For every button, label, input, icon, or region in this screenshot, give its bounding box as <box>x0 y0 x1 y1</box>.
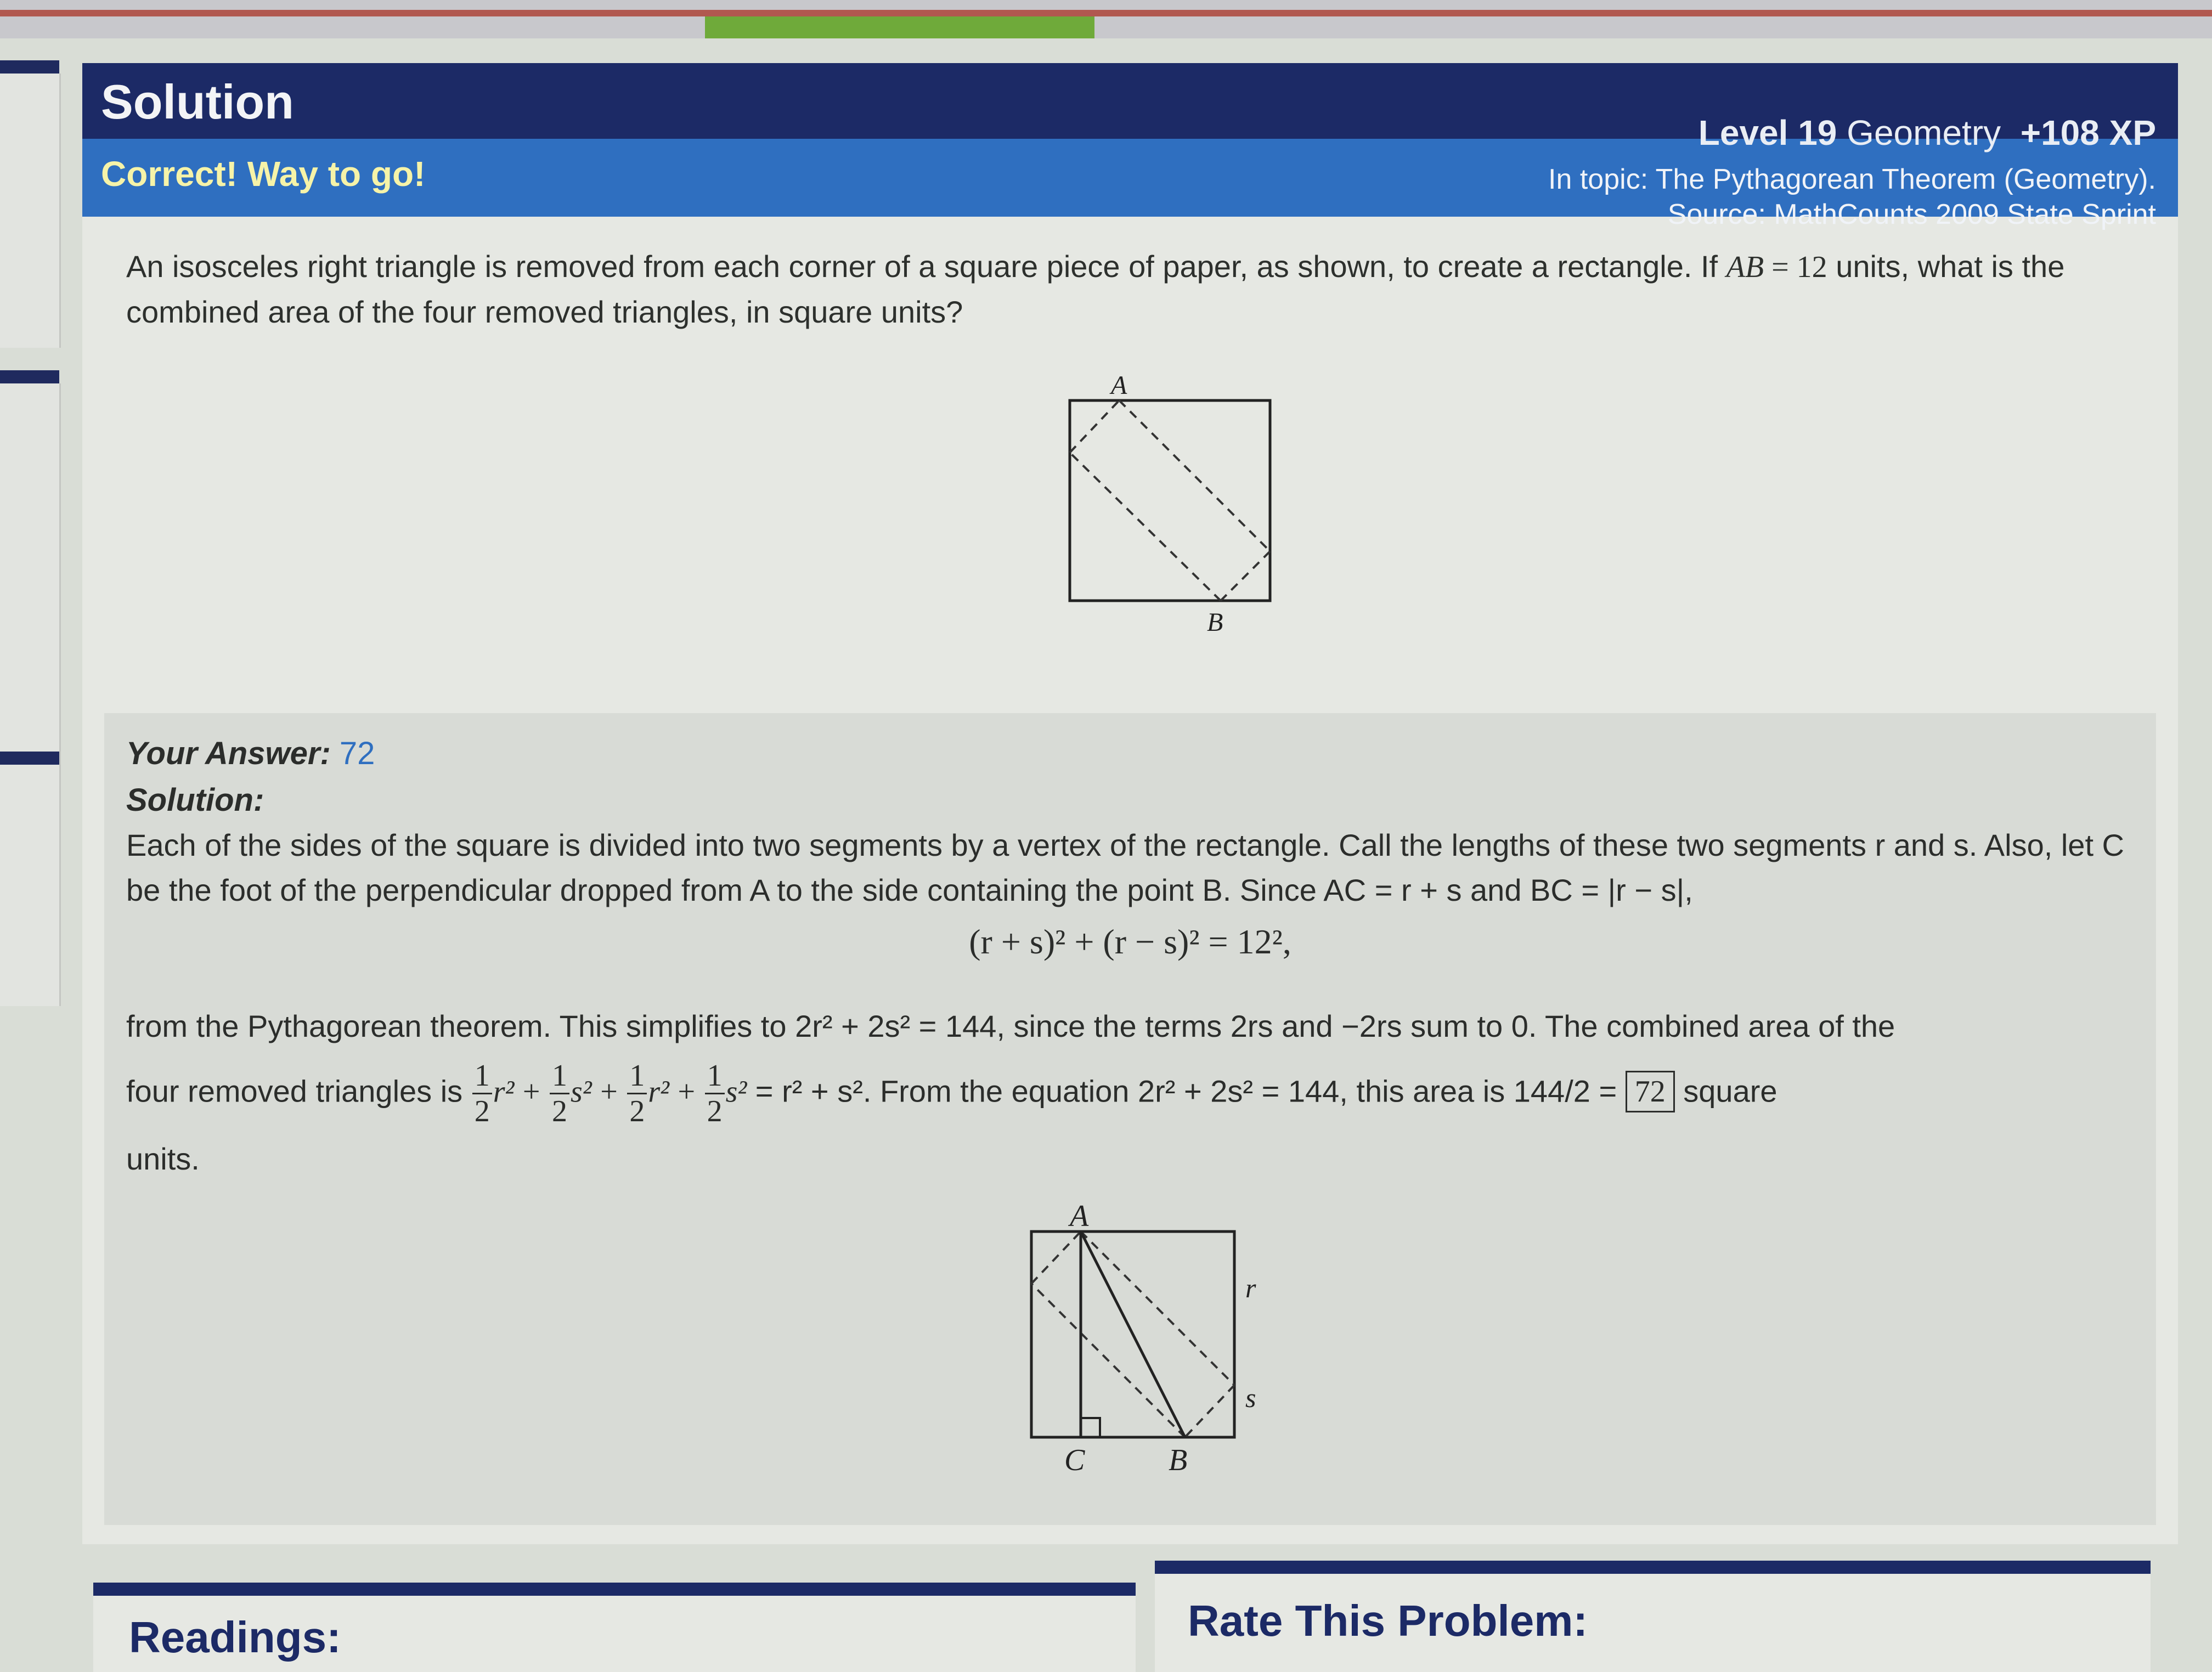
page-title: Solution <box>101 75 294 129</box>
sidebar-bar <box>0 60 59 74</box>
sidebar-bar <box>0 370 59 383</box>
label-r: r <box>1245 1273 1256 1303</box>
solution-heading: Solution: <box>126 782 264 818</box>
fraction: $\frac{1}{2}$ <box>472 1059 492 1128</box>
boxed-answer: 72 <box>1626 1071 1675 1112</box>
solution-paragraph-4: units. <box>126 1142 200 1176</box>
question-eq: = 12 <box>1764 250 1827 284</box>
rate-panel <box>1155 1561 2151 1672</box>
question-part1: An isosceles right triangle is removed from each corner of a square piece of paper, as shown, to create a rectangle. If <box>126 249 1726 284</box>
source-label: Source: MathCounts 2009 State Sprint <box>1667 199 2156 230</box>
level-label: Level <box>1698 113 1788 152</box>
left-sidebar <box>0 60 61 1004</box>
answer-label: Your Answer: <box>126 736 331 771</box>
level-info <box>1699 112 2156 153</box>
xp-badge: +108 XP <box>2020 113 2156 152</box>
sidebar-card[interactable] <box>0 74 61 348</box>
readings-title: Readings: <box>129 1613 341 1662</box>
label-a: A <box>1111 371 1127 400</box>
label-s: s <box>1245 1382 1256 1413</box>
progress-green-tab <box>705 16 1094 38</box>
topic-info <box>1548 162 2156 232</box>
browser-top-strip <box>0 0 2212 38</box>
sidebar-card[interactable] <box>0 765 61 1006</box>
problem-figure <box>1037 373 1311 636</box>
rate-title: Rate This Problem: <box>1188 1596 1588 1645</box>
solution-figure <box>1015 1199 1289 1477</box>
sidebar-bar <box>0 752 59 765</box>
p3-end: square <box>1674 1074 1778 1109</box>
label-a: A <box>1070 1199 1089 1233</box>
feedback-message: Correct! Way to go! <box>101 154 426 194</box>
display-equation: (r + s)² + (r − s)² = 12², <box>969 922 1291 961</box>
term-r: r² <box>648 1075 669 1109</box>
label-c: C <box>1064 1443 1085 1477</box>
fraction: $\frac{1}{2}$ <box>550 1059 569 1128</box>
solution-paragraph-2: from the Pythagorean theorem. This simplifies to 2r² + 2s² = 144, since the terms 2rs and −2rs sum to 0. The combined area of the <box>126 1009 1895 1043</box>
fraction: $\frac{1}{2}$ <box>627 1059 647 1128</box>
solution-panel <box>82 63 2178 1544</box>
solution-paragraph-3: four removed triangles is $\frac{1}{2}$ r² + $\frac{1}{2}$ s² + $\frac{1}{2}$ r² + $\frac{1}{2}$ s² = r² + s². From the equation 2r² + 2s² = 144, this area is 144/2 = 72 square <box>126 1059 1778 1128</box>
sidebar-card[interactable] <box>0 383 61 789</box>
question-text <box>126 244 2101 335</box>
your-answer <box>126 735 375 772</box>
label-b: B <box>1207 608 1223 637</box>
label-b: B <box>1169 1443 1188 1477</box>
question-ab: AB <box>1726 250 1764 284</box>
fraction: $\frac{1}{2}$ <box>705 1059 725 1128</box>
term-s: s² <box>725 1075 747 1109</box>
term-s: s² <box>571 1075 592 1109</box>
p3-middle: = r² + s². From the equation 2r² + 2s² = 144, this area is 144/2 = <box>747 1074 1626 1109</box>
subject-label: Geometry <box>1847 113 2001 152</box>
answer-value: 72 <box>339 736 375 771</box>
p3-start: four removed triangles is <box>126 1074 471 1109</box>
level-number: 19 <box>1798 113 1837 152</box>
solution-paragraph-1: Each of the sides of the square is divided into two segments by a vertex of the rectangle. Call the lengths of these two segments r and s. Also, let C be the foot of the perpendicular dropped from A to the side containing the point B. Since AC = r + s and BC = |r − s|, <box>126 828 2124 907</box>
readings-panel <box>93 1583 1136 1672</box>
topic-link[interactable]: In topic: The Pythagorean Theorem (Geometry). <box>1548 163 2156 195</box>
term-r: r² <box>493 1075 515 1109</box>
question-part2: units, what is the combined area of the four removed triangles, in square units? <box>126 249 2065 329</box>
top-red-line <box>0 10 2212 16</box>
